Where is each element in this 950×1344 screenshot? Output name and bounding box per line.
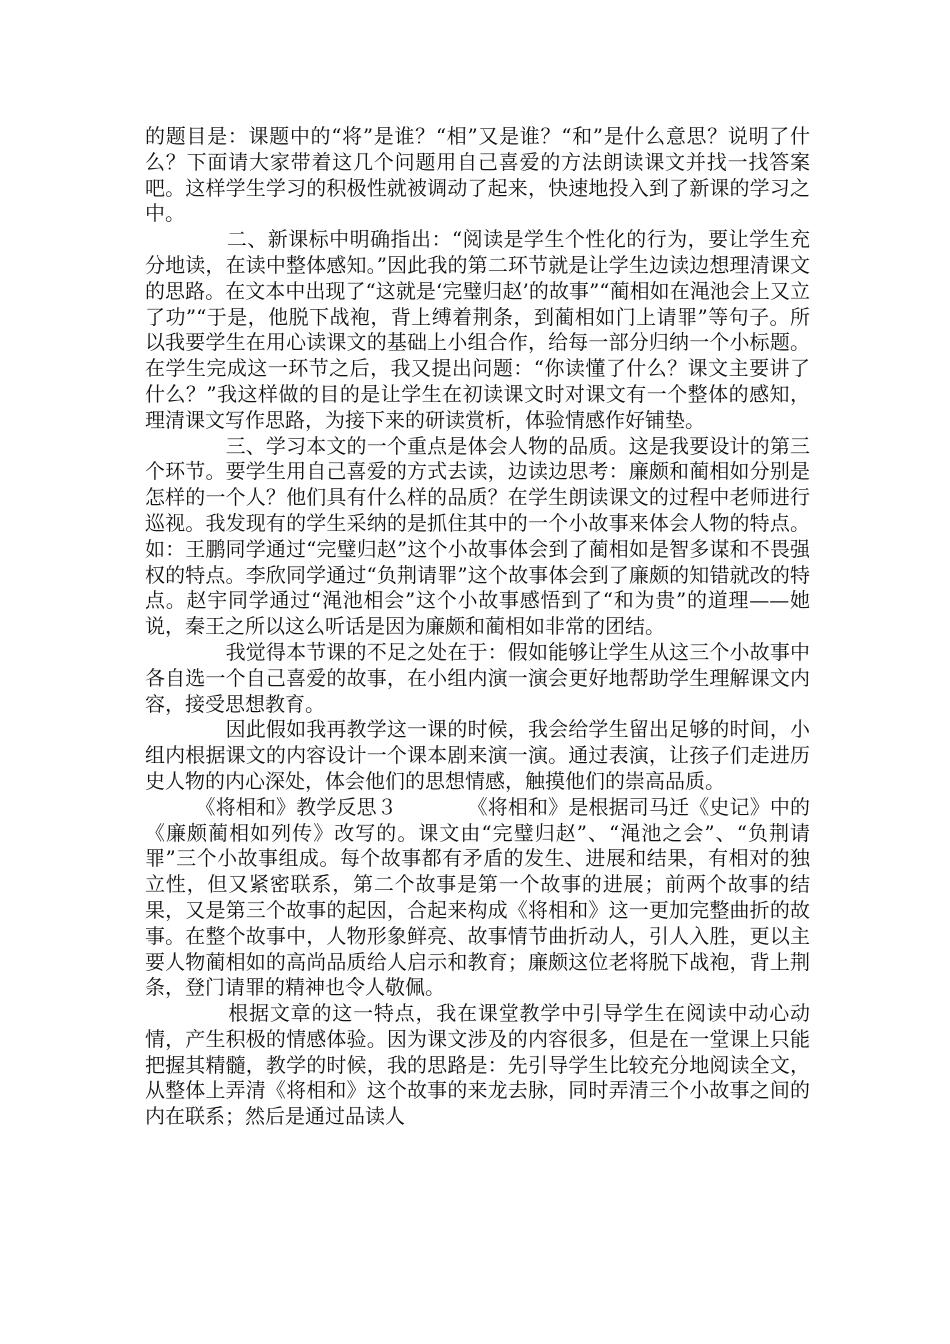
- paragraph-6: 《将相和》教学反思３ 《将相和》是根据司马迁《史记》中的《廉颇蔺相如列传》改写的。课文由“完璧归赵”、“渑池之会”、“负荆请罪”三个小故事组成。每个故事都有矛盾的发生、进展和结果，有相对的独立性，但又紧密联系，第二个故事是第一个故事的进展；前两个故事的结果，又是第三个故事的起因，合起来构成《将相和》这一更加完整曲折的故事。在整个故事中，人物形象鲜亮、故事情节曲折动人，引人入胜，更以主要人物蔺相如的高尚品质给人启示和教育；廉颇这位老将脱下战袍，背上荆条，登门请罪的精神也令人敬佩。: [145, 794, 810, 1000]
- paragraph-1: 的题目是：课题中的“将”是谁？“相”又是谁？“和”是什么意思？说明了什么？下面请大家带着这几个问题用自己喜爱的方法朗读课文并找一找答案吧。这样学生学习的积极性就被调动了起来，快速地投入到了新课的学习之中。: [145, 124, 810, 226]
- paragraph-3: 三、学习本文的一个重点是体会人物的品质。这是我要设计的第三个环节。要学生用自己喜爱的方式去读，边读边思考：廉颇和蔺相如分别是怎样的一个人？他们具有什么样的品质？在学生朗读课文的过程中老师进行巡视。我发现有的学生采纳的是抓住其中的一个小故事来体会人物的特点。如：王鹏同学通过“完璧归赵”这个小故事体会到了蔺相如是智多谋和不畏强权的特点。李欣同学通过“负荆请罪”这个故事体会到了廉颇的知错就改的特点。赵宇同学通过“渑池相会”这个小故事感悟到了“和为贵”的道理——她说，秦王之所以这么听话是因为廉颇和蔺相如非常的团结。: [145, 433, 810, 639]
- paragraph-4: 我觉得本节课的不足之处在于：假如能够让学生从这三个小故事中各自选一个自己喜爱的故事，在小组内演一演会更好地帮助学生理解课文内容，接受思想教育。: [145, 639, 810, 716]
- paragraph-2: 二、新课标中明确指出：“阅读是学生个性化的行为，要让学生充分地读，在读中整体感知。”因此我的第二环节就是让学生边读边想理清课文的思路。在文本中出现了“这就是‘完璧归赵’的故事”“蔺相如在渑池会上又立了功”“于是，他脱下战袍，背上缚着荆条，到蔺相如门上请罪”等句子。所以我要学生在用心读课文的基础上小组合作，给每一部分归纳一个小标题。在学生完成这一环节之后，我又提出问题：“你读懂了什么？课文主要讲了什么？”我这样做的目的是让学生在初读课文时对课文有一个整体的感知，理清课文写作思路，为接下来的研读赏析，体验情感作好铺垫。: [145, 227, 810, 432]
- body-text: [145, 124, 810, 1130]
- paragraph-5: 因此假如我再教学这一课的时候，我会给学生留出足够的时间，小组内根据课文的内容设计一个课本剧来演一演。通过表演，让孩子们走进历史人物的内心深处，体会他们的思想情感，触摸他们的崇高品质。: [145, 717, 810, 793]
- paragraph-7: 根据文章的这一特点，我在课堂教学中引导学生在阅读中动心动情，产生积极的情感体验。因为课文涉及的内容很多，但是在一堂课上只能把握其精髓，教学的时候，我的思路是：先引导学生比较充分地阅读全文，从整体上弄清《将相和》这个故事的来龙去脉，同时弄清三个小故事之间的内在联系；然后是通过品读人: [145, 1001, 810, 1129]
